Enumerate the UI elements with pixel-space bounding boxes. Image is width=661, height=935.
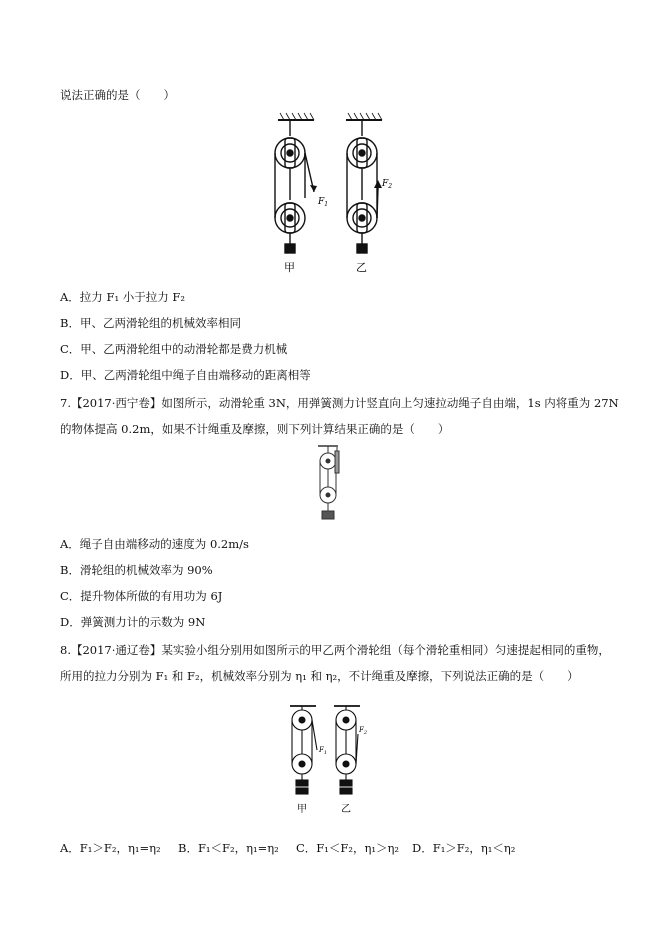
q8-option-c: C．F₁＜F₂，η₁＞η₂ (296, 841, 399, 855)
q8-force-left-label: $F_1$ (319, 746, 328, 756)
q8-label-left: 甲 (297, 804, 307, 815)
q6-label-left: 甲 (284, 261, 295, 274)
q6-option-a: A．拉力 F₁ 小于拉力 F₂ (60, 290, 185, 304)
q7-stem-line1: 7.【2017·西宁卷】如图所示，动滑轮重 3N，用弹簧测力计竖直向上匀速拉动绳子自由端，1s 内将重为 27N (60, 396, 619, 410)
q6-option-b: B．甲、乙两滑轮组的机械效率相同 (60, 316, 241, 330)
q6-option-d: D．甲、乙两滑轮组中绳子自由端移动的距离相等 (60, 368, 311, 382)
q8-stem-line1: 8.【2017·通辽卷】某实验小组分别用如图所示的甲乙两个滑轮组（每个滑轮重相同）匀速提起相同的重物， (60, 643, 610, 657)
q7-pulley-figure (310, 443, 350, 528)
q8-option-a: A．F₁＞F₂，η₁=η₂ (60, 841, 161, 855)
q6-option-c: C．甲、乙两滑轮组中的动滑轮都是费力机械 (60, 342, 288, 356)
q8-force-right-label: $F_2$ (359, 726, 368, 736)
q7-option-d: D．弹簧测力计的示数为 9N (60, 615, 206, 629)
q8-pulley-figure (282, 700, 378, 820)
q8-stem-line2: 所用的拉力分别为 F₁ 和 F₂，机械效率分别为 η₁ 和 η₂，不计绳重及摩擦，下列说法正确的是（ ） (60, 669, 579, 683)
q6-force-right-label: $F_2$ (382, 179, 393, 190)
q8-option-d: D．F₁＞F₂，η₁＜η₂ (412, 841, 516, 855)
intro-text: 说法正确的是（ ） (60, 88, 175, 102)
q8-options-row (60, 840, 515, 856)
q8-label-right: 乙 (341, 804, 351, 815)
q6-pulley-figure (258, 108, 408, 280)
q6-label-right: 乙 (356, 261, 367, 274)
q7-option-b: B．滑轮组的机械效率为 90% (60, 563, 213, 577)
q6-force-left-label: $F_1$ (318, 197, 329, 208)
q7-option-a: A．绳子自由端移动的速度为 0.2m/s (60, 537, 249, 551)
q7-option-c: C．提升物体所做的有用功为 6J (60, 589, 223, 603)
q7-stem-line2: 的物体提高 0.2m，如果不计绳重及摩擦，则下列计算结果正确的是（ ） (60, 422, 450, 436)
q8-option-b: B．F₁＜F₂，η₁=η₂ (178, 841, 279, 855)
